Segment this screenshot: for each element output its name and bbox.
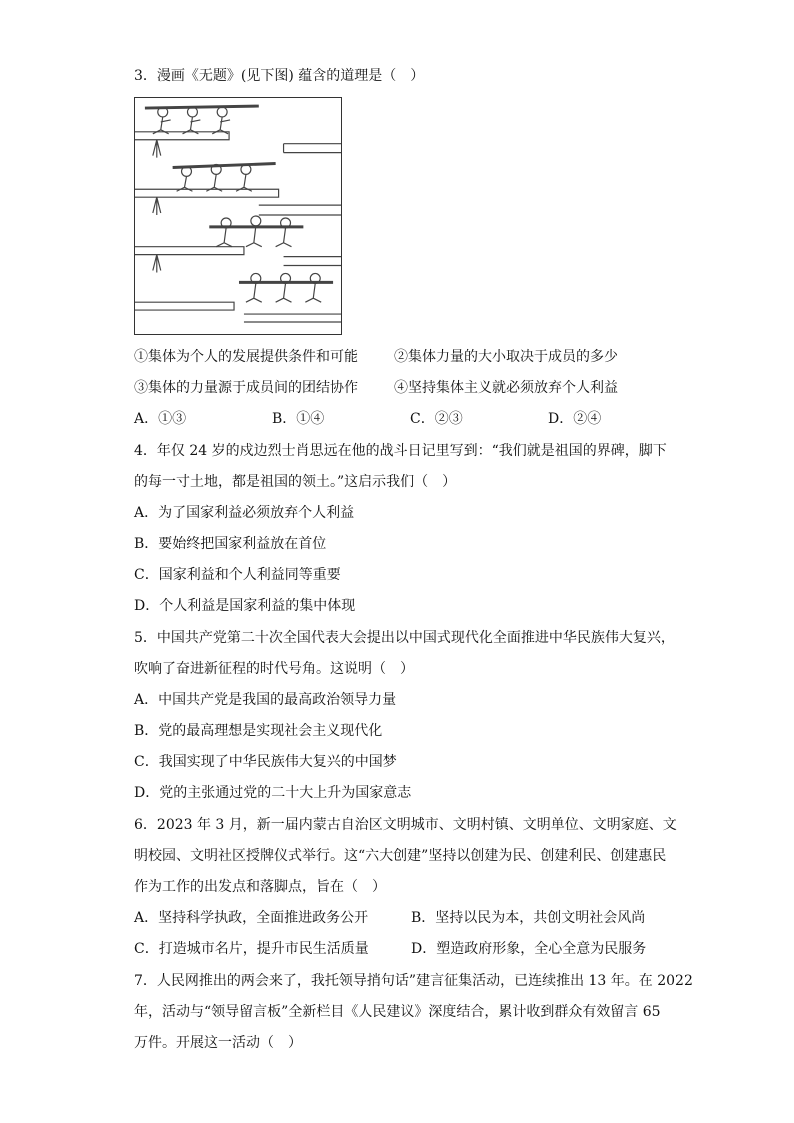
question-6-option-a[interactable]: A．坚持科学执政，全面推进政务公开 <box>134 910 369 926</box>
cartoon-drawing <box>135 98 341 334</box>
question-6-option-b[interactable]: B．坚持以民为本，共创文明社会风尚 <box>411 910 646 926</box>
question-7-stem-line-2: 年，活动与“领导留言板”全新栏目《人民建议》深度结合，累计收到群众有效留言 65 <box>134 1004 661 1020</box>
question-5-stem-line-2: 吹响了奋进新征程的时代号角。这说明（ ） <box>134 661 414 677</box>
question-4-stem-line-2: 的每一寸土地，都是祖国的领土。”这启示我们（ ） <box>134 474 457 490</box>
question-5-option-d[interactable]: D．党的主张通过党的二十大上升为国家意志 <box>134 785 412 801</box>
question-3-option-b[interactable]: B．①④ <box>272 411 325 427</box>
question-3-statement-1: ①集体为个人的发展提供条件和可能 <box>134 349 358 365</box>
cartoon-figure <box>134 97 342 335</box>
question-4-option-a[interactable]: A．为了国家利益必须放弃个人利益 <box>134 505 355 521</box>
question-3-statement-3: ③集体的力量源于成员间的团结协作 <box>134 380 358 396</box>
question-6-stem-line-2: 明校园、文明社区授牌仪式举行。这“六大创建”坚持以创建为民、创建利民、创建惠民 <box>134 848 667 864</box>
question-4-option-c[interactable]: C．国家利益和个人利益同等重要 <box>134 567 341 583</box>
question-7-stem-line-1: 7．人民网推出的两会来了，我托领导捎句话”建言征集活动，已连续推出 13 年。在 2022 <box>134 973 693 989</box>
question-6-option-d[interactable]: D．塑造政府形象，全心全意为民服务 <box>411 941 647 957</box>
question-3-option-d[interactable]: D．②④ <box>548 411 602 427</box>
question-4-stem-line-1: 4．年仅 24 岁的戍边烈士肖思远在他的战斗日记里写到：“我们就是祖国的界碑，脚下 <box>134 443 667 459</box>
question-3-stem: 3．漫画《无题》(见下图) 蕴含的道理是（ ） <box>134 68 425 84</box>
question-3-option-a[interactable]: A．①③ <box>134 411 187 427</box>
question-6-option-c[interactable]: C．打造城市名片，提升市民生活质量 <box>134 941 369 957</box>
question-5-stem-line-1: 5．中国共产党第二十次全国代表大会提出以中国式现代化全面推进中华民族伟大复兴， <box>134 630 675 646</box>
question-3-statement-2: ②集体力量的大小取决于成员的多少 <box>394 349 618 365</box>
question-4-option-d[interactable]: D．个人利益是国家利益的集中体现 <box>134 598 356 614</box>
question-7-stem-line-3: 万件。开展这一活动（ ） <box>134 1035 302 1051</box>
question-5-option-b[interactable]: B．党的最高理想是实现社会主义现代化 <box>134 723 383 739</box>
question-3-option-c[interactable]: C．②③ <box>410 411 463 427</box>
question-4-option-b[interactable]: B．要始终把国家利益放在首位 <box>134 536 327 552</box>
question-6-stem-line-3: 作为工作的出发点和落脚点，旨在（ ） <box>134 879 386 895</box>
question-6-stem-line-1: 6．2023 年 3 月，新一届内蒙古自治区文明城市、文明村镇、文明单位、文明家庭、文 <box>134 817 677 833</box>
question-3-statement-4: ④坚持集体主义就必须放弃个人利益 <box>394 380 618 396</box>
question-5-option-a[interactable]: A．中国共产党是我国的最高政治领导力量 <box>134 692 397 708</box>
question-5-option-c[interactable]: C．我国实现了中华民族伟大复兴的中国梦 <box>134 754 397 770</box>
